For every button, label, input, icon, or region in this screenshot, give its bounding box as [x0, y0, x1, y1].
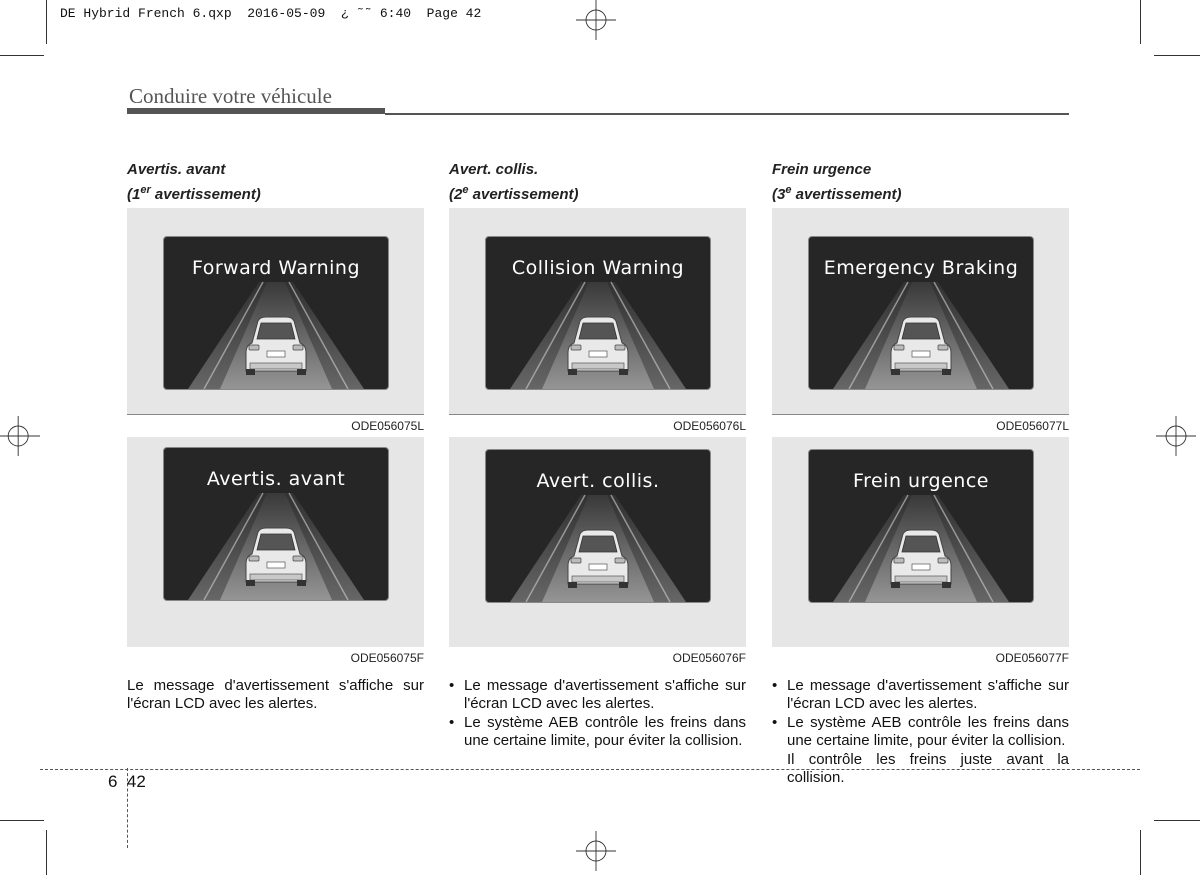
bullet-item: • Le système AEB contrôle les freins dans une certaine limite, pour éviter la collision. — [772, 714, 1069, 749]
title-sup: er — [140, 184, 151, 196]
warning-column-2 — [449, 160, 746, 751]
figure-caption-row — [449, 414, 746, 437]
registration-mark-icon — [576, 0, 616, 40]
figure-panel-top — [772, 208, 1069, 414]
figure-caption-row — [772, 647, 1069, 669]
body-paragraph: Le message d'avertissement s'affiche sur l'écran LCD avec les alertes. — [127, 677, 424, 712]
figure-caption-row — [449, 647, 746, 669]
figure-panel-bottom — [772, 437, 1069, 647]
column-title — [772, 160, 1069, 208]
note-paragraph: Il contrôle les freins juste avant la collision. — [787, 751, 1069, 786]
figure-caption-row — [772, 414, 1069, 437]
column-title-line1: Avertis. avant — [127, 161, 226, 178]
column-title-line1: Frein urgence — [772, 161, 872, 178]
crop-mark — [0, 820, 44, 821]
lcd-display — [485, 236, 711, 390]
figure-panel-bottom — [127, 437, 424, 647]
column-title — [449, 160, 746, 208]
figure-code: ODE056076L — [673, 419, 746, 433]
bullet-item: • Le message d'avertissement s'affiche sur l'écran LCD avec les alertes. — [449, 677, 746, 712]
crop-mark — [1154, 55, 1200, 56]
lcd-message: Emergency Braking — [823, 257, 1019, 279]
lcd-display — [808, 449, 1034, 603]
lcd-message: Collision Warning — [511, 257, 685, 279]
lcd-message: Avert. collis. — [536, 470, 660, 492]
crop-mark — [1140, 0, 1141, 44]
crop-mark — [46, 830, 47, 875]
crop-mark — [0, 55, 44, 56]
lcd-message: Forward Warning — [191, 257, 361, 279]
bullet-item: • Le message d'avertissement s'affiche sur l'écran LCD avec les alertes. — [772, 677, 1069, 712]
figure-caption-row — [127, 414, 424, 437]
print-header: DE Hybrid French 6.qxp 2016-05-09 ¿ ˜˜ 6:40 Page 42 — [60, 6, 482, 21]
title-rest: avertissement) — [791, 186, 902, 203]
figure-code: ODE056075F — [350, 651, 424, 665]
page-number — [108, 772, 146, 792]
figure-panel-top — [127, 208, 424, 414]
chapter-number: 6 — [108, 772, 118, 791]
crop-mark — [1154, 820, 1200, 821]
header-rule — [385, 113, 1069, 115]
title-sup: e — [462, 184, 469, 196]
registration-mark-icon — [576, 831, 616, 871]
crop-mark — [46, 0, 47, 44]
figure-code: ODE056077L — [996, 419, 1069, 433]
header-rule — [127, 108, 385, 114]
title-num: 1 — [132, 186, 141, 203]
column-title — [127, 160, 424, 208]
lcd-message: Avertis. avant — [206, 468, 346, 490]
registration-mark-icon — [1156, 416, 1196, 456]
title-num: 3 — [777, 186, 786, 203]
title-sup: e — [785, 184, 792, 196]
figure-panel-top — [449, 208, 746, 414]
lcd-display — [163, 447, 389, 601]
registration-mark-icon — [0, 416, 40, 456]
bullet-list — [772, 677, 1069, 749]
title-num: 2 — [454, 186, 463, 203]
bullet-item: • Le système AEB contrôle les freins dans une certaine limite, pour éviter la collision. — [449, 714, 746, 749]
lcd-display — [808, 236, 1034, 390]
column-title-line2: (2e avertissement) — [449, 184, 579, 203]
section-title: Conduire votre véhicule — [129, 84, 332, 108]
column-title-line2: (3e avertissement) — [772, 184, 902, 203]
column-title-line1: Avert. collis. — [449, 161, 539, 178]
bullet-list — [449, 677, 746, 749]
warning-column-1 — [127, 160, 424, 712]
figure-code: ODE056077F — [995, 651, 1069, 665]
warning-column-3 — [772, 160, 1069, 786]
page-separator — [40, 769, 1140, 770]
figure-code: ODE056076F — [672, 651, 746, 665]
column-title-line2: (1er avertissement) — [127, 184, 261, 203]
figure-panel-bottom — [449, 437, 746, 647]
figure-caption-row — [127, 647, 424, 669]
crop-mark — [1140, 830, 1141, 875]
page-index: 42 — [126, 772, 146, 791]
lcd-display — [163, 236, 389, 390]
title-rest: avertissement) — [468, 186, 579, 203]
lcd-message: Frein urgence — [853, 470, 989, 492]
figure-code: ODE056075L — [351, 419, 424, 433]
title-rest: avertissement) — [150, 186, 261, 203]
lcd-display — [485, 449, 711, 603]
